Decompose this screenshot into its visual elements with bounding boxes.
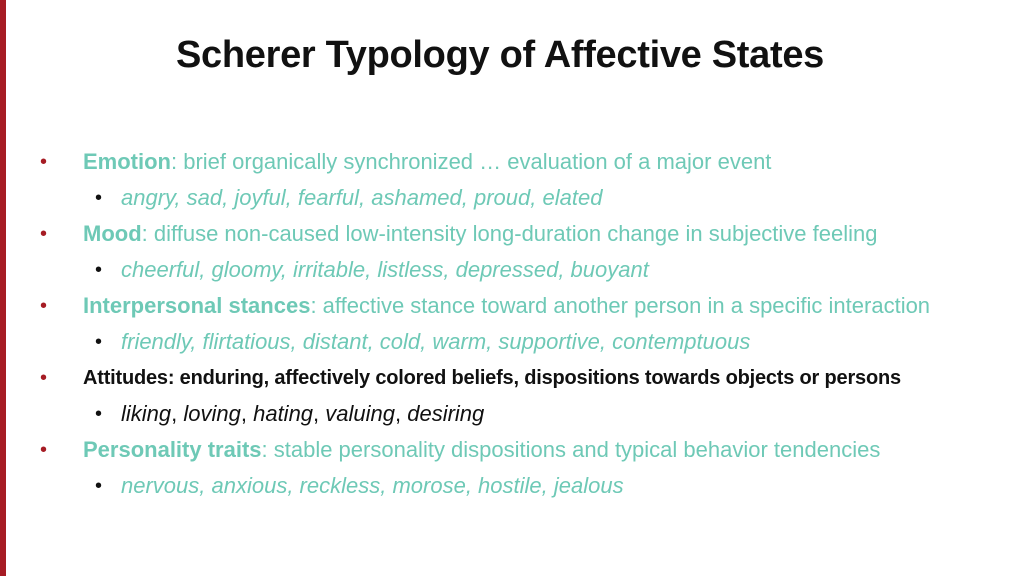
bullet-icon: •: [40, 151, 48, 173]
list-item-emotion: [40, 148, 1010, 184]
example-hating: hating: [253, 401, 314, 426]
item-term: Personality traits: [83, 437, 262, 462]
item-term: Interpersonal stances: [83, 293, 311, 318]
bullet-icon: •: [40, 223, 48, 245]
list-item-personality-traits: [40, 436, 1010, 472]
example-separator: ,: [240, 401, 254, 426]
item-description: : diffuse non-caused low-intensity long-duration change in subjective feeling: [141, 221, 878, 246]
item-description: : affective stance toward another person in a specific interaction: [310, 293, 931, 318]
item-description: : stable personality dispositions and typical behavior tendencies: [261, 437, 881, 462]
item-examples: cheerful, gloomy, irritable, listless, depressed, buoyant: [121, 257, 649, 282]
item-text: [83, 292, 930, 320]
sublist-item-mood-examples: [40, 256, 1010, 292]
item-text: [83, 436, 880, 464]
sublist-item-stances-examples: [40, 328, 1010, 364]
sublist-item-attitudes-examples: [40, 400, 1010, 436]
item-description: : brief organically synchronized … evaluation of a major event: [171, 149, 772, 174]
example-liking: liking: [121, 401, 172, 426]
sublist-item-emotion-examples: [40, 184, 1010, 220]
item-text: Attitudes: enduring, affectively colored beliefs, dispositions towards objects or persons: [83, 367, 901, 389]
item-term: Emotion: [83, 149, 171, 174]
item-examples: friendly, flirtatious, distant, cold, warm, supportive, contemptuous: [121, 329, 751, 354]
bullet-icon: •: [95, 259, 103, 281]
item-examples: [121, 400, 484, 428]
example-separator: ,: [171, 401, 184, 426]
example-loving: loving: [183, 401, 241, 426]
sublist-item-traits-examples: [40, 472, 1010, 508]
slide-title: Scherer Typology of Affective States: [175, 34, 825, 76]
bullet-icon: •: [40, 295, 48, 317]
example-desiring: desiring: [407, 401, 485, 426]
bullet-icon: •: [95, 187, 103, 209]
list-item-interpersonal-stances: [40, 292, 1010, 328]
list-item-mood: [40, 220, 1010, 256]
left-accent-bar: [0, 0, 6, 576]
list-item-attitudes: [40, 364, 1010, 400]
example-separator: ,: [395, 401, 408, 426]
bullet-icon: •: [40, 439, 48, 461]
bullet-icon: •: [95, 331, 103, 353]
item-examples: nervous, anxious, reckless, morose, hostile, jealous: [121, 473, 624, 498]
bullet-icon: •: [40, 367, 48, 389]
bullet-list: [40, 148, 1010, 508]
item-text: [83, 148, 771, 176]
example-separator: ,: [313, 401, 326, 426]
item-text: [83, 220, 878, 248]
example-valuing: valuing: [325, 401, 395, 426]
bullet-icon: •: [95, 475, 103, 497]
item-examples: angry, sad, joyful, fearful, ashamed, proud, elated: [121, 185, 603, 210]
bullet-icon: •: [95, 403, 103, 425]
item-term: Mood: [83, 221, 142, 246]
